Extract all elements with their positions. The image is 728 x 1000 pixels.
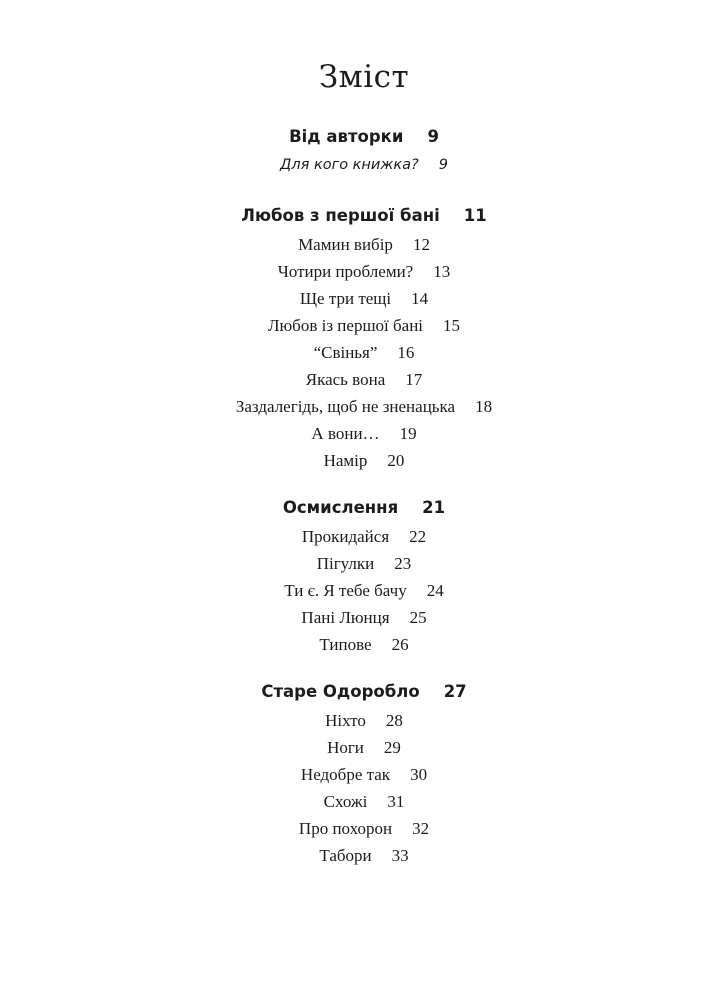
entry-page-number: 32 [412,819,430,838]
section-spacer [0,474,728,493]
entry-label: Про похорон [298,819,393,838]
entry-label: Чотири проблеми? [277,262,414,281]
entry-label: Схожі [323,792,368,811]
toc-entry [0,815,728,842]
entry-page-number: 33 [391,846,409,865]
entry-page-number: 9 [438,157,448,173]
toc-entry [0,339,728,366]
toc-section-heading [0,122,728,152]
toc-section-comprehension [0,493,728,658]
entry-page-number: 23 [394,554,412,573]
toc-entry [0,707,728,734]
toc-entry [0,152,728,179]
section-title: Від авторки [289,127,404,146]
entry-label: “Свінья” [313,343,378,362]
entry-page-number: 22 [409,527,427,546]
section-page-number: 21 [422,498,446,517]
section-spacer [0,179,728,201]
section-page-number: 27 [443,682,467,701]
entry-page-number: 13 [433,262,451,281]
toc-entry [0,631,728,658]
toc-entry [0,604,728,631]
section-spacer [0,658,728,677]
entry-page-number: 16 [397,343,415,362]
entry-label: Табори [319,846,372,865]
entry-page-number: 29 [383,738,401,757]
toc-section-heading [0,493,728,523]
toc-section-old-monster [0,677,728,869]
toc-entry [0,420,728,447]
entry-page-number: 19 [399,424,417,443]
entry-label: Якась вона [305,370,386,389]
entry-page-number: 24 [426,581,444,600]
page-title: Зміст [318,59,410,95]
entry-page-number: 20 [387,451,405,470]
section-title: Осмислення [282,498,399,517]
section-title: Любов з першої бані [241,206,440,225]
entry-label: А вони… [311,424,380,443]
toc-section-from-author [0,122,728,179]
section-title: Старе Одоробло [261,682,420,701]
entry-page-number: 26 [391,635,409,654]
toc-section-heading [0,677,728,707]
entry-label: Пігулки [316,554,375,573]
entry-page-number: 18 [475,397,493,416]
entry-page-number: 17 [405,370,423,389]
toc-section-heading [0,201,728,231]
toc-entry [0,734,728,761]
section-page-number: 11 [463,206,487,225]
entry-label: Любов із першої бані [267,316,424,335]
table-of-contents [0,122,728,869]
entry-label: Намір [323,451,368,470]
toc-entry [0,577,728,604]
entry-page-number: 15 [443,316,461,335]
entry-label: Типове [319,635,372,654]
entry-page-number: 31 [387,792,405,811]
section-page-number: 9 [427,127,439,146]
toc-entry [0,761,728,788]
entry-label: Прокидайся [301,527,390,546]
toc-entry [0,258,728,285]
entry-label: Ще три тещі [299,289,392,308]
entry-label: Заздалегідь, щоб не зненацька [235,397,456,416]
toc-entry [0,550,728,577]
entry-page-number: 28 [385,711,403,730]
toc-entry [0,366,728,393]
entry-label: Мамин вибір [298,235,393,254]
entry-label: Ноги [327,738,364,757]
toc-entry [0,285,728,312]
entry-page-number: 30 [410,765,428,784]
toc-entry [0,231,728,258]
toc-entry [0,393,728,420]
toc-entry [0,788,728,815]
toc-entry [0,312,728,339]
entry-page-number: 12 [412,235,430,254]
entry-label: Ти є. Я тебе бачу [284,581,407,600]
toc-entry [0,523,728,550]
entry-label: Недобре так [300,765,391,784]
entry-label: Ніхто [325,711,366,730]
entry-page-number: 14 [411,289,429,308]
toc-entry [0,447,728,474]
entry-label: Для кого книжка? [280,157,419,173]
toc-section-love-first-sight [0,201,728,474]
toc-entry [0,842,728,869]
entry-label: Пані Люнця [301,608,390,627]
entry-page-number: 25 [409,608,427,627]
